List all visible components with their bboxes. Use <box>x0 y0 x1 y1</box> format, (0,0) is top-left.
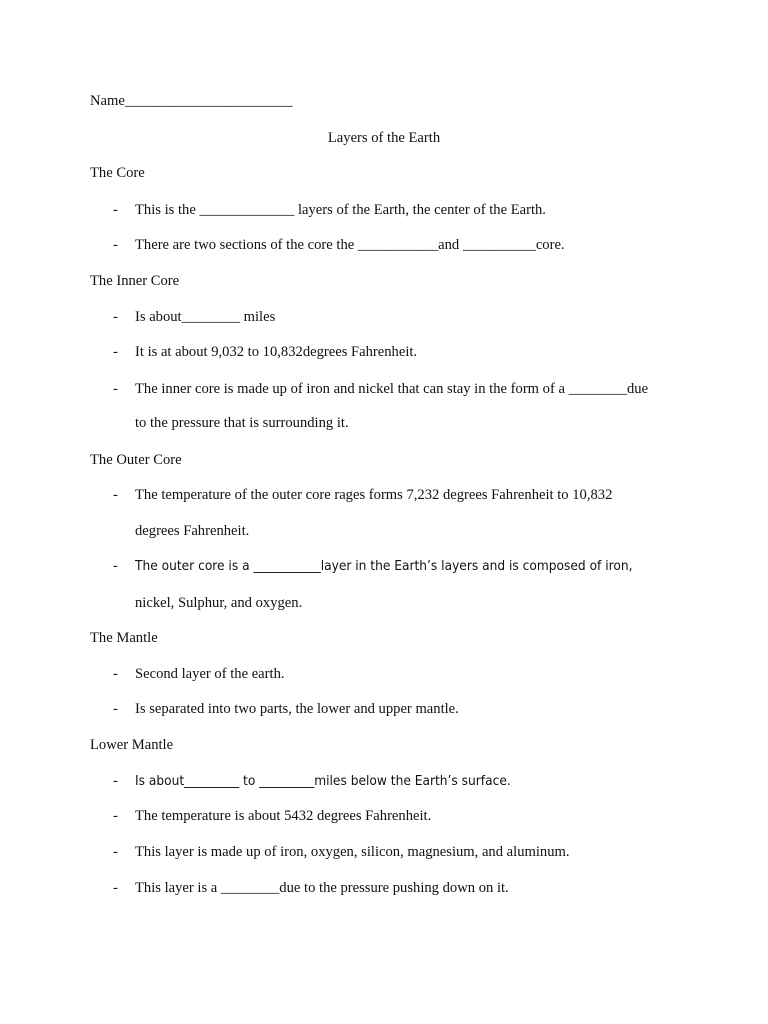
section-heading-core: The Core <box>90 165 145 181</box>
bullet-marker: - <box>113 666 118 682</box>
bullet-text: It is at about 9,032 to 10,832degrees Fahrenheit. <box>135 344 418 360</box>
bullet-marker: - <box>113 701 118 717</box>
bullet-marker: - <box>113 808 118 824</box>
bullet-text: This layer is made up of iron, oxygen, silicon, magnesium, and aluminum. <box>135 844 570 860</box>
bullet-text: The temperature of the outer core rages forms 7,232 degrees Fahrenheit to 10,832 <box>135 487 613 503</box>
bullet-text: This layer is a ________due to the pressure pushing down on it. <box>135 880 509 896</box>
bullet-text-continuation: to the pressure that is surrounding it. <box>135 415 349 431</box>
section-heading-mantle: The Mantle <box>90 630 158 646</box>
bullet-text: The outer core is a ___________layer in the Earth’s layers and is composed of iron, <box>135 558 633 574</box>
bullet-text: The inner core is made up of iron and nickel that can stay in the form of a ________due <box>135 381 649 397</box>
bullet-marker: - <box>113 344 118 360</box>
bullet-text: There are two sections of the core the ___________and __________core. <box>135 237 565 253</box>
bullet-text: Is separated into two parts, the lower and upper mantle. <box>135 701 459 717</box>
section-heading-outer-core: The Outer Core <box>90 452 182 468</box>
bullet-text: Second layer of the earth. <box>135 666 285 682</box>
bullet-text-continuation: degrees Fahrenheit. <box>135 523 250 539</box>
page-title: Layers of the Earth <box>327 130 441 146</box>
bullet-marker: - <box>113 880 118 896</box>
section-heading-inner-core: The Inner Core <box>90 273 180 289</box>
bullet-marker: - <box>113 381 118 397</box>
bullet-marker: - <box>113 487 118 503</box>
bullet-text-continuation: nickel, Sulphur, and oxygen. <box>135 595 303 611</box>
bullet-text: Is about________ miles <box>135 309 276 325</box>
bullet-text: Is about_________ to _________miles below the Earth’s surface. <box>135 773 511 789</box>
bullet-text: The temperature is about 5432 degrees Fahrenheit. <box>135 808 432 824</box>
bullet-marker: - <box>113 237 118 253</box>
bullet-marker: - <box>113 558 118 574</box>
bullet-marker: - <box>113 844 118 860</box>
section-heading-lower-mantle: Lower Mantle <box>90 737 174 753</box>
bullet-text: This is the _____________ layers of the Earth, the center of the Earth. <box>135 202 546 218</box>
bullet-marker: - <box>113 202 118 218</box>
bullet-marker: - <box>113 309 118 325</box>
bullet-marker: - <box>113 773 118 789</box>
name-field-line: Name_______________________ <box>90 93 293 109</box>
